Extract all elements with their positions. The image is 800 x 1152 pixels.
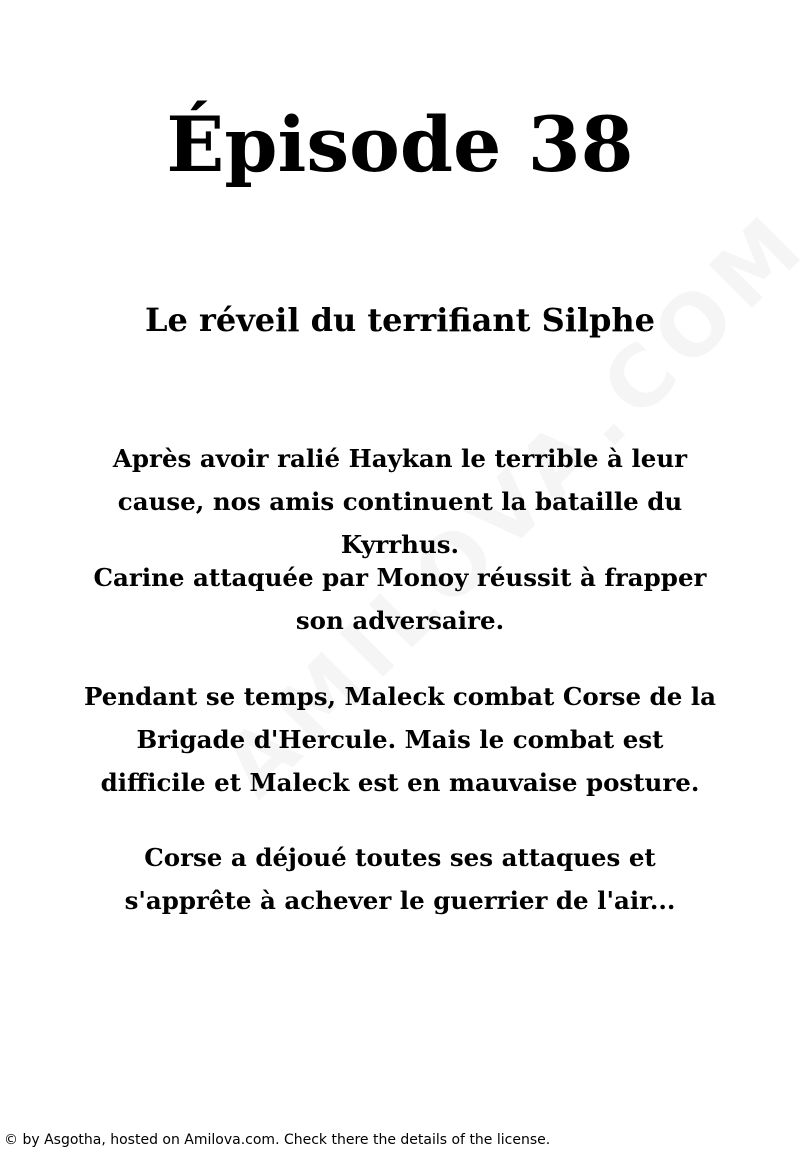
paragraph-3: Pendant se temps, Maleck combat Corse de la Brigade d'Hercule. Mais le combat est difficile et Maleck est en mauvaise posture.: [84, 682, 716, 797]
paragraph-1: Après avoir ralié Haykan le terrible à leur cause, nos amis continuent la bataille du Kyrrhus.: [112, 444, 688, 559]
chapter-subtitle: Le réveil du terrifiant Silphe: [144, 301, 656, 339]
license-footer: © by Asgotha, hosted on Amilova.com. Check there the details of the license.: [4, 1132, 551, 1148]
paragraph-2: Carine attaquée par Monoy réussit à frapper son adversaire.: [93, 563, 707, 635]
episode-title: Épisode 38: [166, 100, 634, 189]
paragraph-4: Corse a déjoué toutes ses attaques et s'apprête à achever le guerrier de l'air...: [124, 843, 676, 915]
